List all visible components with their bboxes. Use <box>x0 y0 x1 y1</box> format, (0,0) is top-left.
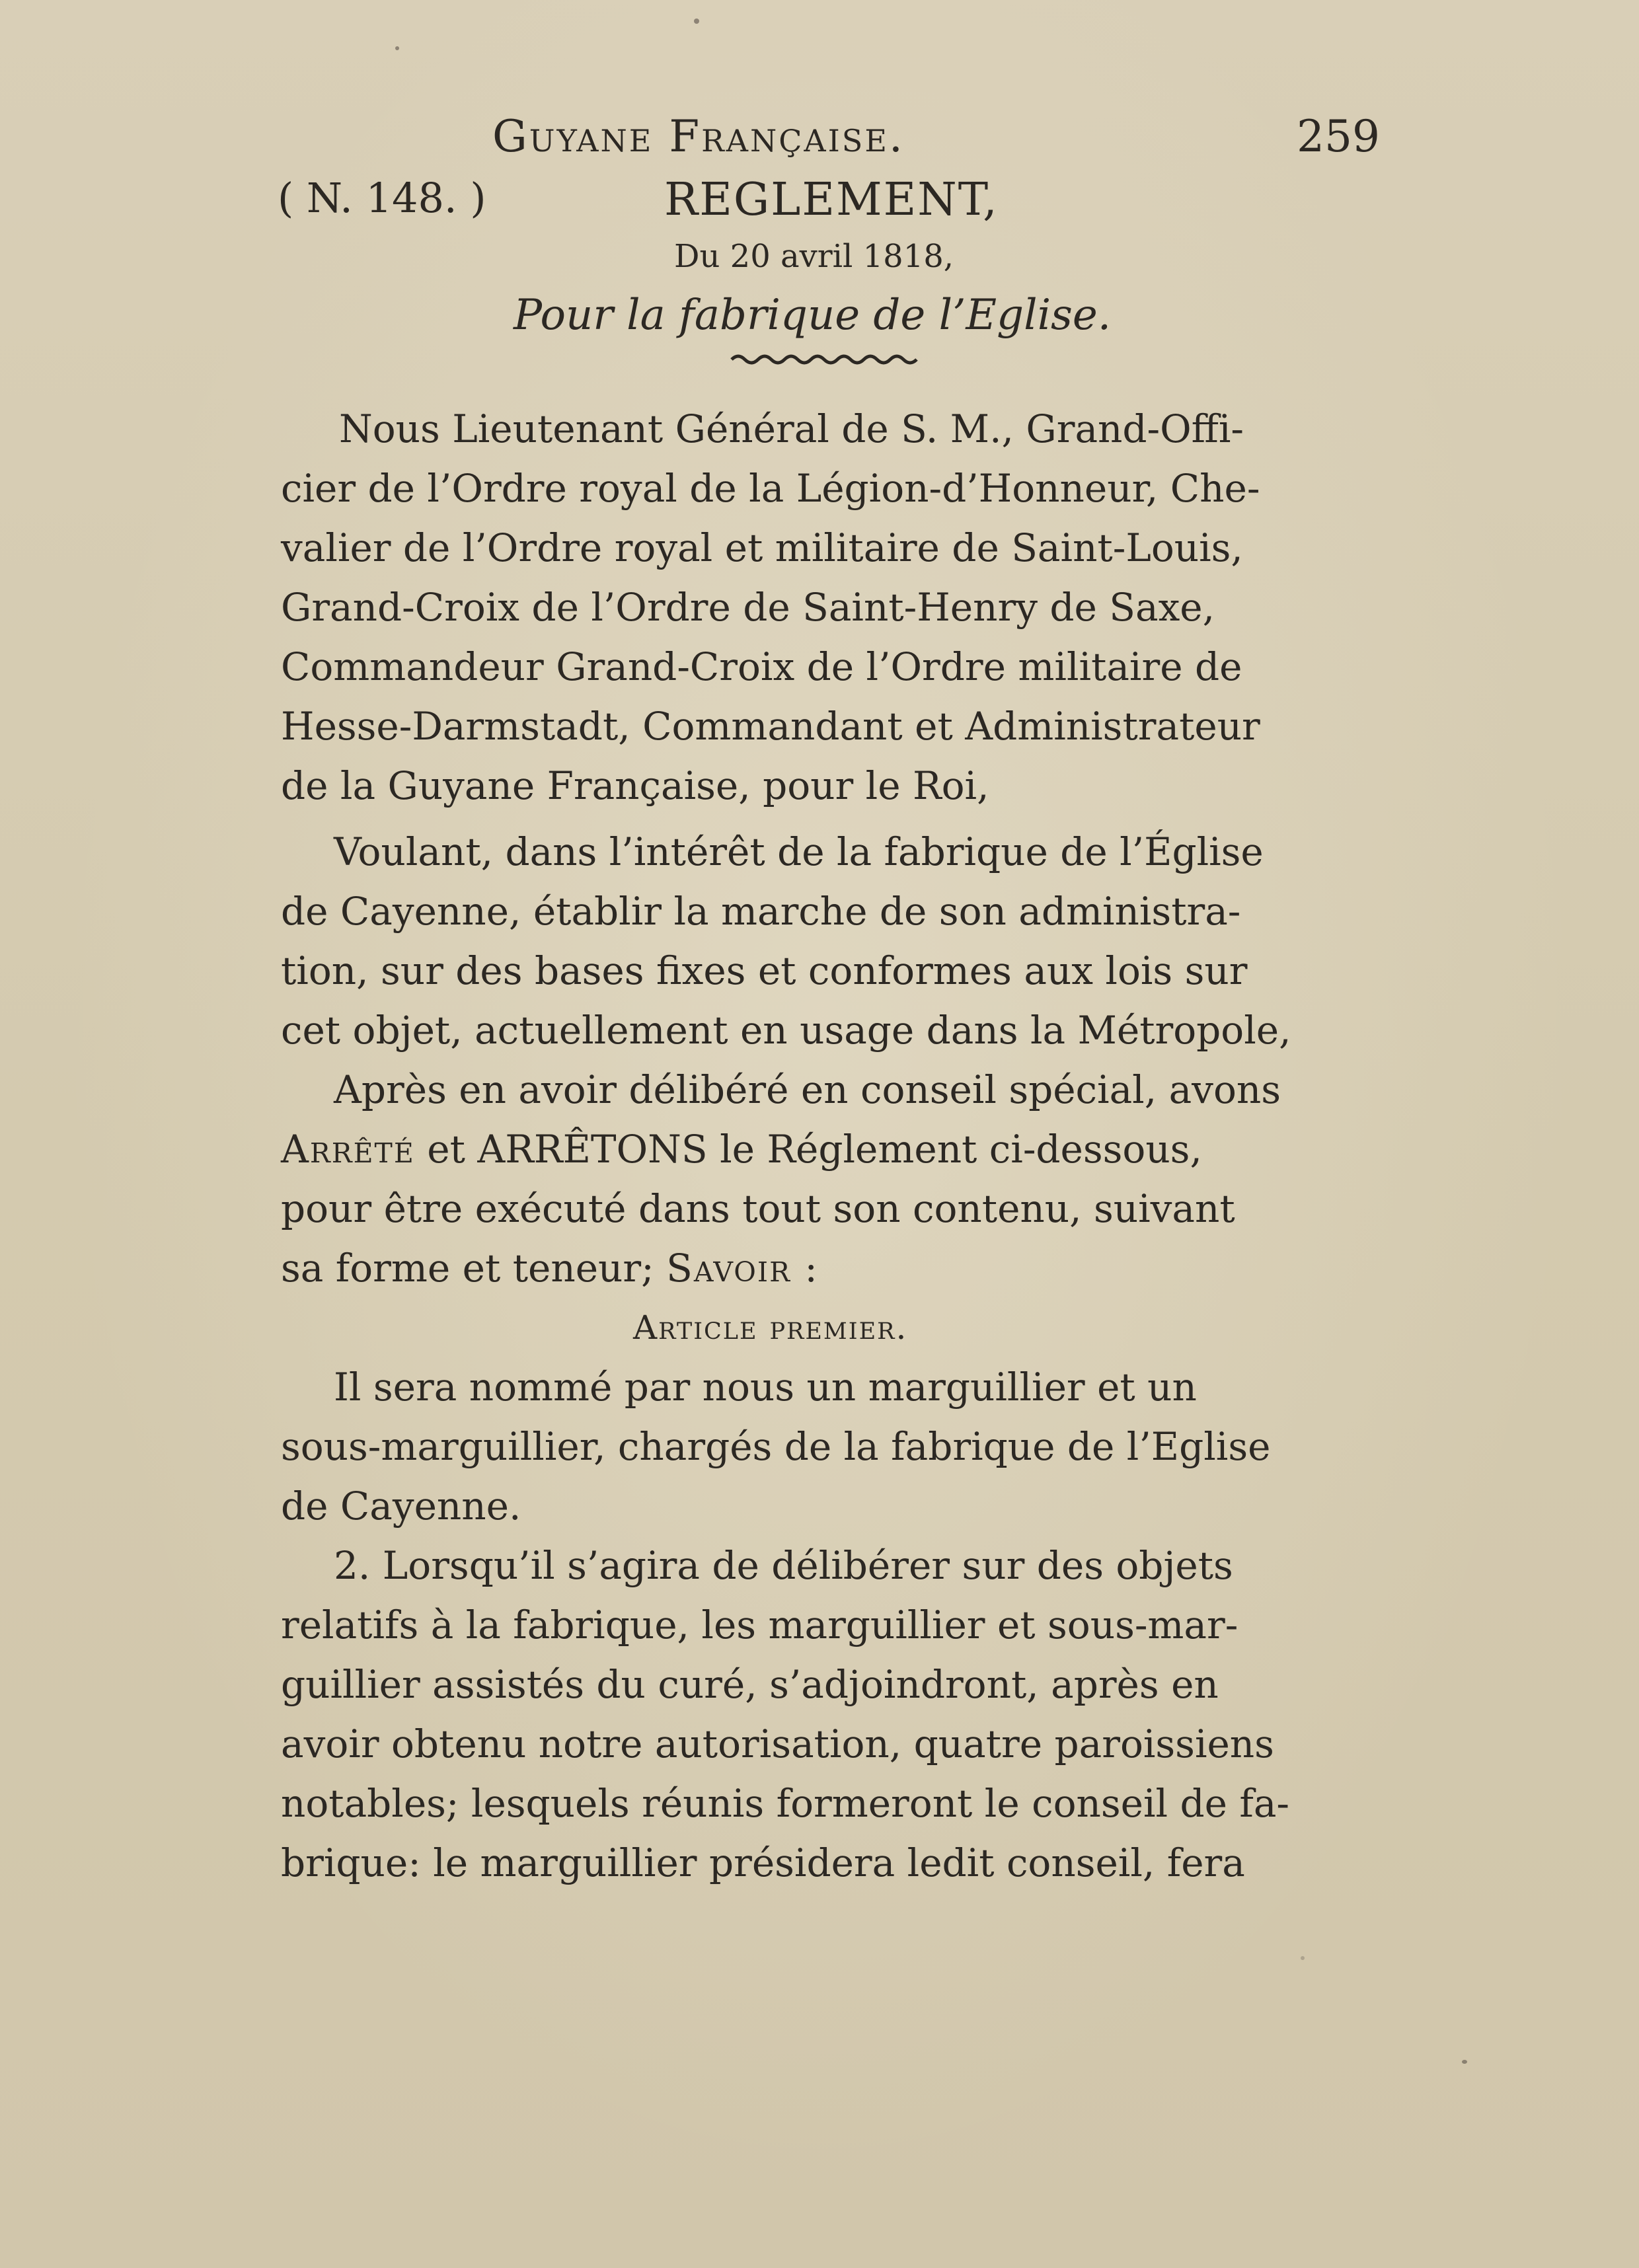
text-line: Hesse-Darmstadt, Commandant et Administrateur <box>281 704 1260 749</box>
text-line: brique: le marguillier présidera ledit conseil, fera <box>281 1840 1245 1885</box>
paper-speck <box>1301 1956 1305 1960</box>
text-line: de Cayenne. <box>281 1484 521 1529</box>
text-line: Après en avoir délibéré en conseil spécial, avons <box>334 1067 1281 1112</box>
savoir-small-caps: Savoir : <box>666 1246 819 1291</box>
text-line: pour être exécuté dans tout son contenu, suivant <box>281 1186 1235 1231</box>
text-line: 2. Lorsqu’il s’agira de délibérer sur des objets <box>334 1543 1233 1588</box>
text-line: Nous Lieutenant Général de S. M., Grand-Offi- <box>339 406 1244 451</box>
arretons-text: et ARRÊTONS le Réglement ci-dessous, <box>427 1127 1202 1172</box>
text-line <box>281 1246 819 1291</box>
text-line: Voulant, dans l’intérêt de la fabrique de l’Église <box>334 829 1264 874</box>
document-date: Du 20 avril 1818, <box>674 238 954 275</box>
text-line: guillier assistés du curé, s’adjoindront, après en <box>281 1662 1219 1707</box>
text-line: tion, sur des bases fixes et conformes aux lois sur <box>281 948 1248 993</box>
paper-speck <box>694 19 699 24</box>
page-number: 259 <box>1297 111 1380 162</box>
text-line: sous-marguillier, chargés de la fabrique de l’Eglise <box>281 1424 1271 1469</box>
text-line: valier de l’Ordre royal et militaire de Saint-Louis, <box>281 525 1243 570</box>
running-head: Guyane Française. <box>492 111 905 162</box>
text-line: de la Guyane Française, pour le Roi, <box>281 763 989 808</box>
forme-teneur-text: sa forme et teneur; <box>281 1246 654 1291</box>
wavy-rule-ornament <box>730 350 922 366</box>
arrete-small-caps: Arrêté <box>281 1127 415 1172</box>
document-subject: Pour la fabrique de l’Eglise. <box>514 291 1112 340</box>
text-line: Commandeur Grand-Croix de l’Ordre militaire de <box>281 644 1242 689</box>
text-line: notables; lesquels réunis formeront le conseil de fa- <box>281 1781 1290 1826</box>
text-line: avoir obtenu notre autorisation, quatre paroissiens <box>281 1721 1274 1766</box>
article-heading: Article premier. <box>633 1308 908 1347</box>
text-line: cier de l’Ordre royal de la Légion-d’Honneur, Che- <box>281 466 1260 511</box>
text-line: cet objet, actuellement en usage dans la Métropole, <box>281 1008 1291 1053</box>
text-line: Grand-Croix de l’Ordre de Saint-Henry de Saxe, <box>281 585 1215 630</box>
text-line <box>281 1127 1202 1172</box>
text-line: de Cayenne, établir la marche de son administra- <box>281 889 1241 934</box>
text-line: Il sera nommé par nous un marguillier et un <box>334 1365 1197 1410</box>
text-line: relatifs à la fabrique, les marguillier et sous-mar- <box>281 1603 1239 1647</box>
document-number: ( N. 148. ) <box>278 174 486 222</box>
paper-speck <box>1462 2060 1467 2064</box>
paper-speck <box>395 46 399 50</box>
document-type: REGLEMENT, <box>664 174 999 226</box>
